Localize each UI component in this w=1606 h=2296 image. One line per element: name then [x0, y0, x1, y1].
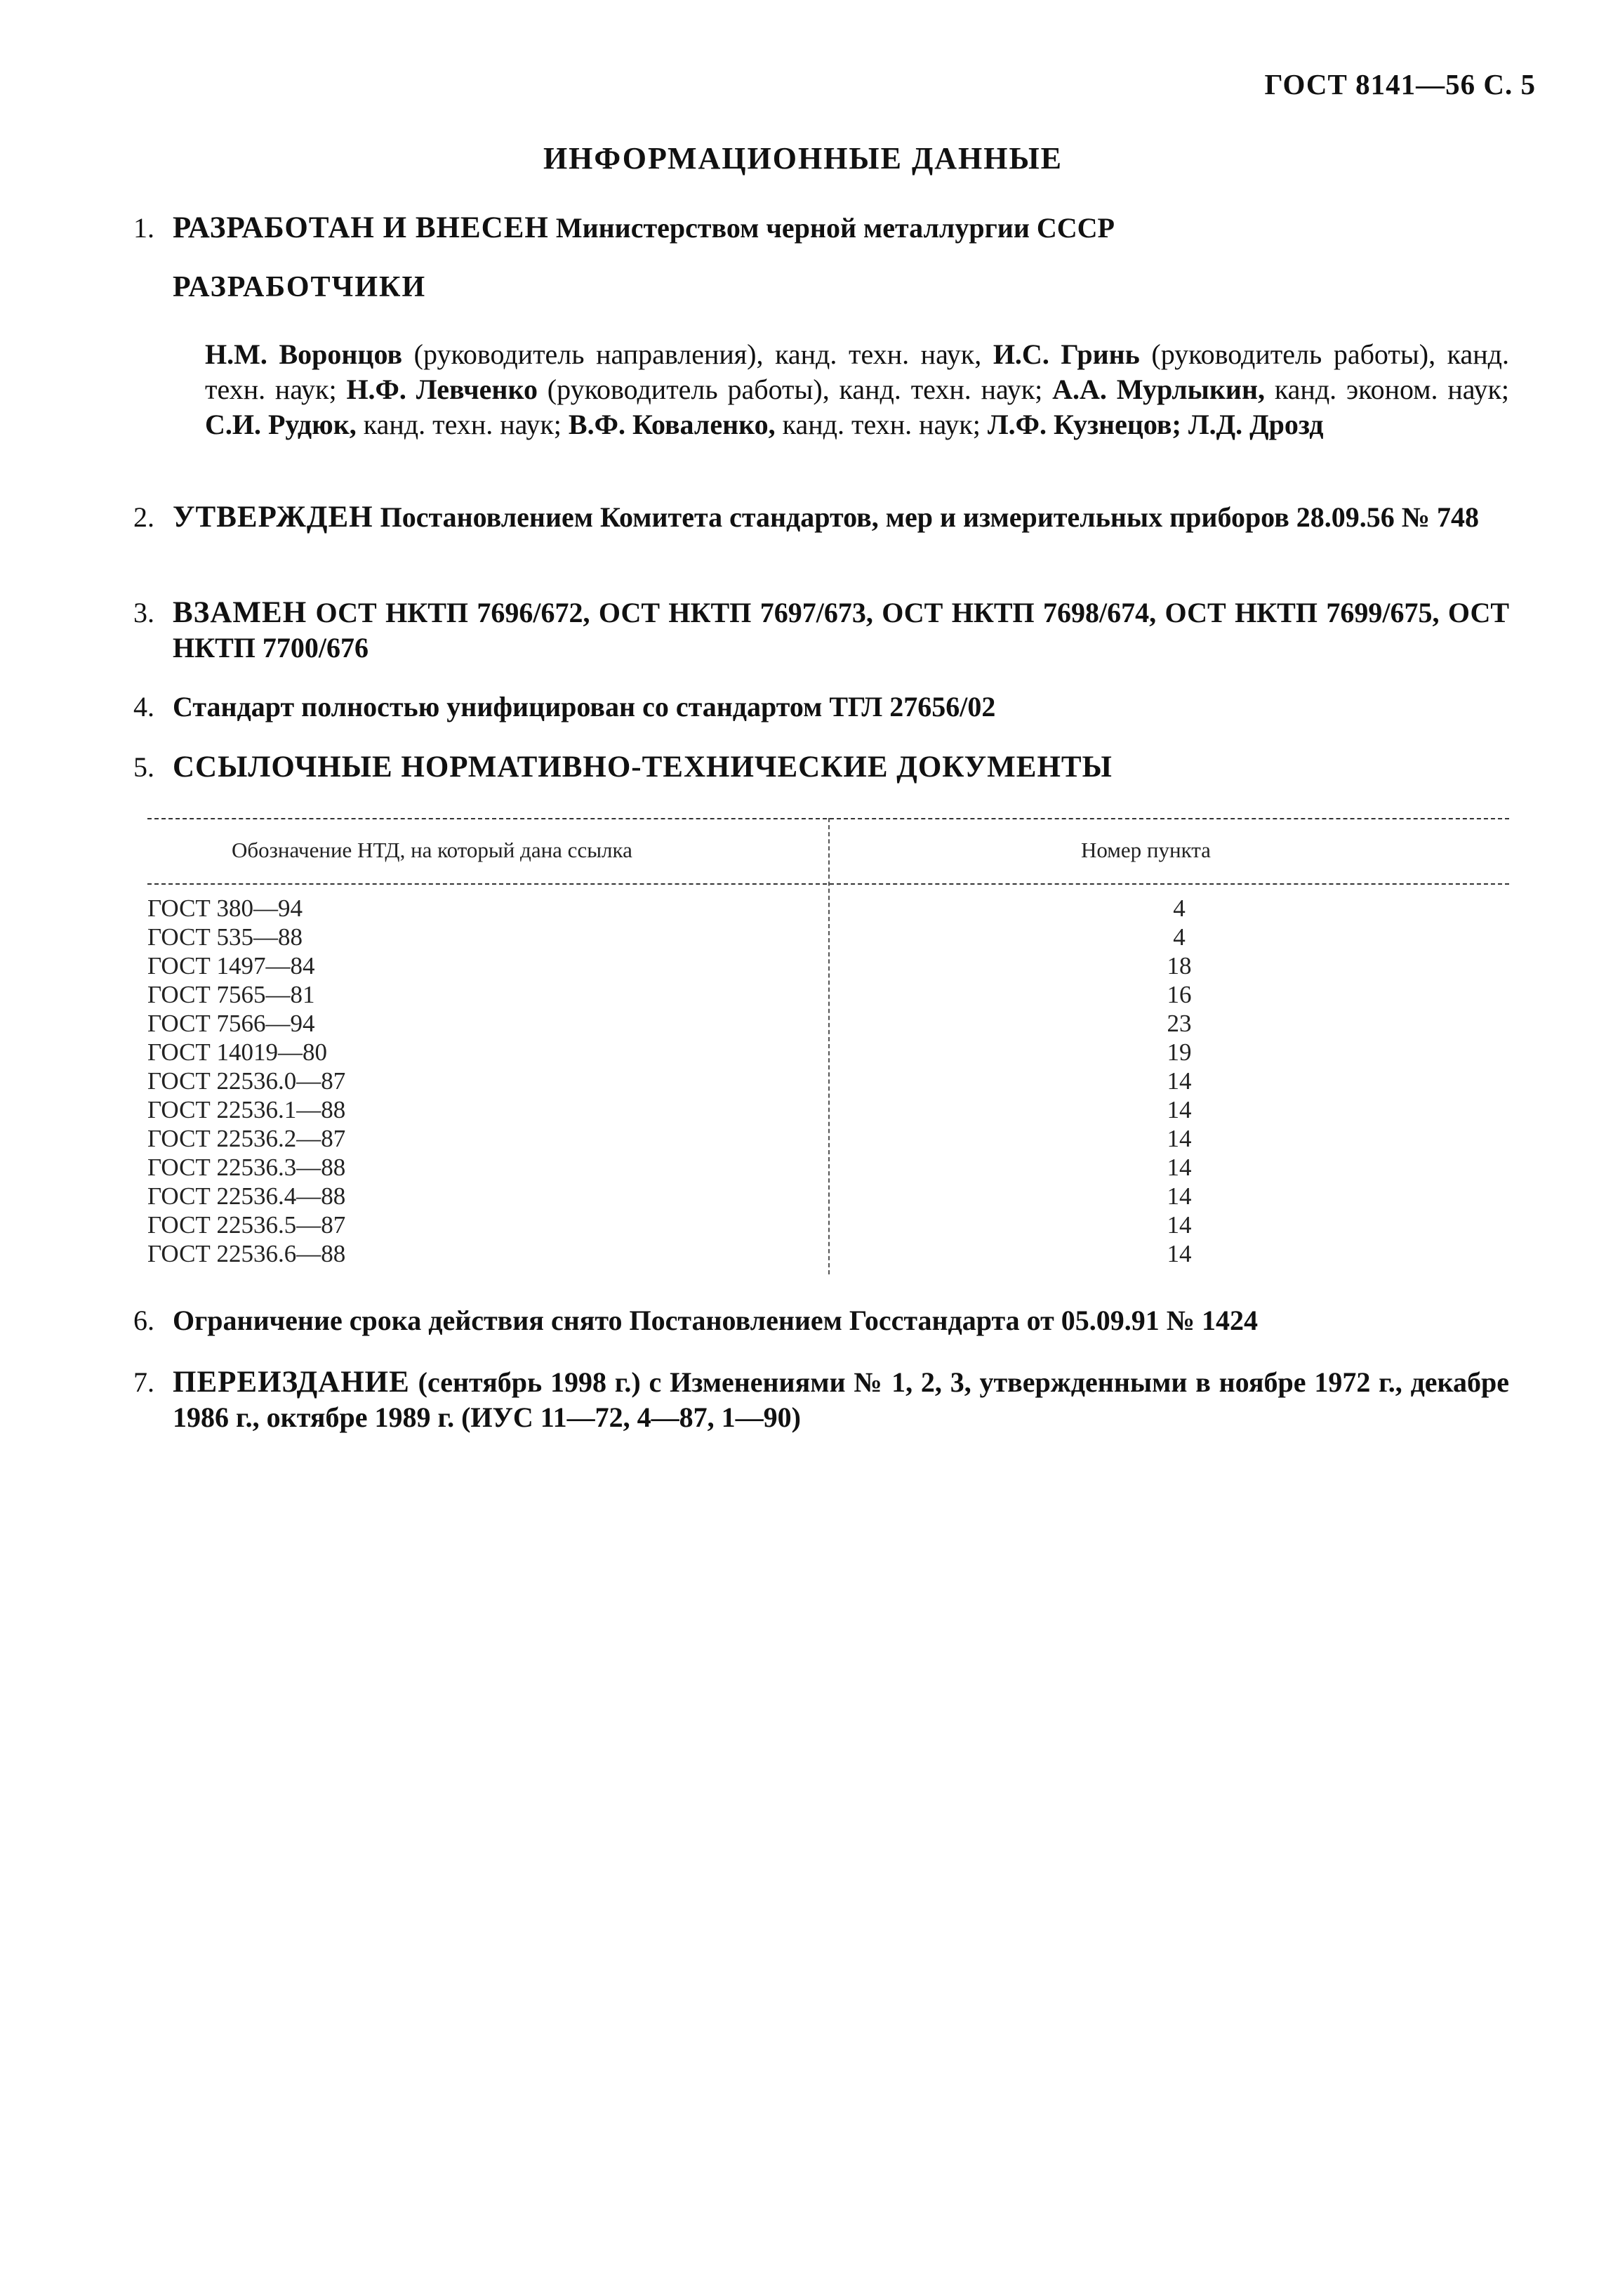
- table-cell-doc: ГОСТ 7566—94: [147, 1010, 315, 1037]
- table-cell-doc: ГОСТ 22536.0—87: [147, 1067, 346, 1095]
- developer-name: В.Ф. Коваленко,: [568, 409, 776, 440]
- table-row: [147, 1009, 1509, 1038]
- table-cell-point: 14: [1167, 1182, 1192, 1210]
- item-number: 4.: [133, 691, 154, 723]
- table-row: [147, 894, 1509, 923]
- table-cell-point: 4: [1173, 923, 1186, 951]
- developers-list: [205, 337, 1509, 442]
- table-header-point: Номер пункта: [1081, 838, 1211, 862]
- item-unified: [133, 690, 1509, 725]
- page-header: ГОСТ 8141—56 С. 5: [1264, 68, 1536, 100]
- developer-role: (руководитель направления), канд. техн. наук,: [402, 338, 993, 370]
- item-number: 3.: [133, 597, 154, 628]
- item-lead: УТВЕРЖДЕН: [173, 501, 373, 534]
- table-cell-doc: ГОСТ 7565—81: [147, 981, 315, 1008]
- table-header-doc: Обозначение НТД, на который дана ссылка: [232, 838, 632, 862]
- item-text: Постановлением Комитета стандартов, мер и измерительных приборов 28.09.56 № 748: [380, 501, 1479, 533]
- table-cell-point: 14: [1167, 1125, 1192, 1152]
- table-cell-doc: ГОСТ 22536.4—88: [147, 1182, 346, 1210]
- developers-heading: РАЗРАБОТЧИКИ: [173, 271, 427, 303]
- item-number: 5.: [133, 751, 154, 783]
- table-row: [147, 1095, 1509, 1124]
- item-lead: РАЗРАБОТАН И ВНЕСЕН: [173, 211, 549, 244]
- table-cell-doc: ГОСТ 22536.6—88: [147, 1240, 346, 1267]
- developer-role: канд. техн. наук;: [775, 409, 988, 440]
- developer-name: Н.М. Воронцов: [205, 338, 403, 370]
- developer-role: (руководитель работы), канд. техн. наук;: [205, 338, 1509, 405]
- table-row: [147, 923, 1509, 951]
- table-cell-doc: ГОСТ 22536.1—88: [147, 1096, 346, 1123]
- item-number: 7.: [133, 1366, 154, 1398]
- item-references: [133, 750, 1509, 785]
- table-cell-point: 23: [1167, 1010, 1192, 1037]
- item-replaces: [133, 595, 1509, 666]
- developer-name: И.С. Гринь: [993, 338, 1140, 370]
- developer-role: (руководитель работы), канд. техн. наук;: [537, 374, 1053, 405]
- developer-name: Н.Ф. Левченко: [346, 374, 538, 405]
- item-text: Министерством черной металлургии СССР: [555, 212, 1115, 244]
- table-row: [147, 1038, 1509, 1067]
- table-header-rule: [147, 883, 1509, 885]
- item-lead: ВЗАМЕН: [173, 596, 307, 629]
- developer-name: С.И. Рудюк,: [205, 409, 357, 440]
- table-cell-point: 4: [1173, 895, 1186, 922]
- developer-role: канд. техн. наук;: [356, 409, 569, 440]
- table-row: [147, 951, 1509, 980]
- item-reissue: [133, 1365, 1509, 1435]
- item-text: ОСТ НКТП 7696/672, ОСТ НКТП 7697/673, ОСТ НКТП 7698/674, ОСТ НКТП 7699/675, ОСТ НКТП 7700/676: [173, 597, 1510, 664]
- table-cell-point: 19: [1167, 1038, 1192, 1066]
- item-validity: [133, 1303, 1509, 1338]
- table-cell-doc: ГОСТ 22536.2—87: [147, 1125, 346, 1152]
- document-title: ИНФОРМАЦИОННЫЕ ДАННЫЕ: [543, 141, 1063, 176]
- item-text: (сентябрь 1998 г.) с Изменениями № 1, 2, 3, утвержденными в ноябре 1972 г., декабре 1986 г., октябре 1989 г. (ИУС 11—72, 4—87, 1—90): [173, 1366, 1509, 1433]
- item-text: ССЫЛОЧНЫЕ НОРМАТИВНО-ТЕХНИЧЕСКИЕ ДОКУМЕНТЫ: [173, 751, 1113, 784]
- table-cell-point: 14: [1167, 1096, 1192, 1123]
- table-body: [147, 894, 1509, 1268]
- table-cell-point: 18: [1167, 952, 1192, 979]
- table-row: [147, 1067, 1509, 1095]
- table-row: [147, 1210, 1509, 1239]
- developer-name: Л.Ф. Кузнецов; Л.Д. Дрозд: [987, 409, 1324, 440]
- table-row: [147, 980, 1509, 1009]
- developer-role: канд. эконом. наук;: [1265, 374, 1510, 405]
- item-number: 1.: [133, 212, 154, 244]
- table-cell-doc: ГОСТ 14019—80: [147, 1038, 328, 1066]
- item-number: 2.: [133, 501, 154, 533]
- table-cell-point: 16: [1167, 981, 1192, 1008]
- table-row: [147, 1182, 1509, 1210]
- item-text: Ограничение срока действия снято Постановлением Госстандарта от 05.09.91 № 1424: [173, 1305, 1258, 1336]
- table-row: [147, 1124, 1509, 1153]
- item-developed: [133, 211, 1509, 246]
- table-row: [147, 1153, 1509, 1182]
- table-cell-doc: ГОСТ 380—94: [147, 895, 303, 922]
- item-lead: ПЕРЕИЗДАНИЕ: [173, 1366, 410, 1399]
- item-text: Стандарт полностью унифицирован со стандартом ТГЛ 27656/02: [173, 691, 996, 723]
- table-cell-doc: ГОСТ 535—88: [147, 923, 303, 951]
- table-cell-point: 14: [1167, 1067, 1192, 1095]
- table-row: [147, 1239, 1509, 1268]
- table-cell-point: 14: [1167, 1154, 1192, 1181]
- table-cell-doc: ГОСТ 22536.3—88: [147, 1154, 346, 1181]
- item-number: 6.: [133, 1305, 154, 1336]
- table-cell-point: 14: [1167, 1240, 1192, 1267]
- table-cell-point: 14: [1167, 1211, 1192, 1239]
- table-cell-doc: ГОСТ 22536.5—87: [147, 1211, 346, 1239]
- developer-name: А.А. Мурлыкин,: [1052, 374, 1266, 405]
- table-cell-doc: ГОСТ 1497—84: [147, 952, 315, 979]
- item-approved: [133, 500, 1509, 535]
